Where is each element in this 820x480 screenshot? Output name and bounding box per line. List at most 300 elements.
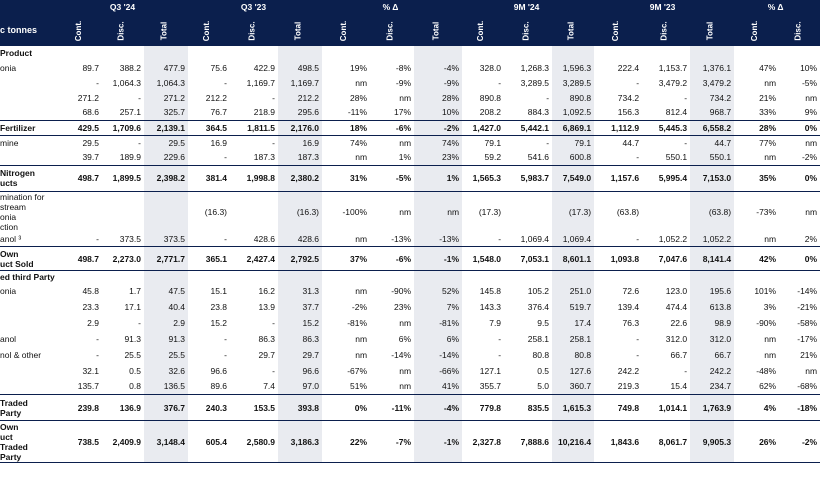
table-cell: 5,445.3 <box>642 120 690 135</box>
table-cell: 21% <box>800 349 818 360</box>
table-cell <box>734 46 779 60</box>
table-cell: 364.5 <box>188 120 230 135</box>
table-row <box>0 60 820 75</box>
table-cell: 47.5 <box>144 283 188 299</box>
table-cell: -14% <box>391 349 412 360</box>
table-cell: 1,064.3 <box>112 77 141 88</box>
table-cell: nm <box>805 92 818 103</box>
table-cell: 16.9 <box>210 137 228 148</box>
table-cell: - <box>636 333 640 344</box>
row-label: anol <box>0 333 17 344</box>
table-cell: 105.2 <box>527 285 550 296</box>
table-cell: - <box>138 317 141 328</box>
table-cell: 15.2 <box>210 317 228 328</box>
table-cell: - <box>272 92 276 103</box>
table-cell: 5,995.4 <box>642 165 690 191</box>
table-cell: 1,615.3 <box>552 395 594 421</box>
table-cell: 86.3 <box>278 331 322 347</box>
table-cell: - <box>224 77 228 88</box>
table-cell: 2.9 <box>87 317 99 328</box>
subtotal-row <box>0 120 820 135</box>
table-cell: 1,376.1 <box>690 60 734 75</box>
table-cell: - <box>498 77 502 88</box>
table-cell: 23.3 <box>82 301 99 312</box>
table-cell: 428.6 <box>278 232 322 247</box>
table-cell: 734.2 <box>617 92 640 103</box>
table-cell: 37.7 <box>278 299 322 315</box>
table-cell: 25.5 <box>144 347 188 363</box>
section-row <box>0 271 820 283</box>
table-cell: nm <box>764 77 777 88</box>
table-cell <box>322 271 370 283</box>
table-cell: 242.2 <box>690 363 734 379</box>
table-cell: 4% <box>734 395 779 421</box>
table-cell: 5,442.1 <box>504 120 552 135</box>
table-cell: 1.7 <box>129 285 141 296</box>
table-cell <box>594 46 642 60</box>
table-row <box>0 347 820 363</box>
table-cell: 42% <box>734 247 779 271</box>
table-cell: 5.0 <box>537 381 550 392</box>
table-cell: 218.9 <box>253 107 276 118</box>
table-cell <box>322 46 370 60</box>
table-cell: 360.7 <box>552 379 594 395</box>
table-cell: 15.4 <box>670 381 688 392</box>
table-cell: 355.7 <box>479 381 502 392</box>
table-cell: 23% <box>414 150 462 165</box>
table-cell: 2,409.9 <box>102 421 144 463</box>
table-cell: 6,869.1 <box>552 120 594 135</box>
table-cell <box>414 271 462 283</box>
table-cell: -4% <box>414 395 462 421</box>
table-cell: 187.3 <box>278 150 322 165</box>
table-cell: 79.1 <box>484 137 502 148</box>
table-cell: nm <box>355 233 368 244</box>
subtotal-row <box>0 165 820 191</box>
table-row <box>0 75 820 90</box>
table-cell <box>779 46 820 60</box>
table-cell: (16.3) <box>204 206 228 217</box>
table-cell: -9% <box>414 75 462 90</box>
period-header: 9M '24 <box>462 0 594 14</box>
table-cell: nm <box>355 152 368 163</box>
table-cell: 1,427.0 <box>462 120 504 135</box>
table-cell <box>504 191 552 232</box>
table-cell: -2% <box>414 120 462 135</box>
column-header: Cont. <box>60 14 102 46</box>
table-cell <box>230 191 278 232</box>
table-cell: nm <box>414 191 462 232</box>
row-label <box>0 90 60 105</box>
table-cell: 1,565.3 <box>462 165 504 191</box>
row-label <box>0 105 60 120</box>
table-cell: 23% <box>394 301 412 312</box>
table-cell: 187.3 <box>253 152 276 163</box>
column-header: Total <box>278 14 322 46</box>
table-cell: 2,176.0 <box>278 120 322 135</box>
table-cell: 208.2 <box>479 107 502 118</box>
table-cell <box>60 46 102 60</box>
table-cell: 189.9 <box>119 152 141 163</box>
table-cell: nm <box>399 365 412 376</box>
table-cell: -21% <box>797 301 818 312</box>
table-cell: nm <box>764 349 777 360</box>
table-cell: -9% <box>395 77 412 88</box>
table-cell <box>690 46 734 60</box>
subtotal-row <box>0 395 820 421</box>
table-cell: 6,558.2 <box>690 120 734 135</box>
table-cell: 550.1 <box>665 152 688 163</box>
table-cell: -11% <box>347 107 368 118</box>
table-cell: 605.4 <box>188 421 230 463</box>
table-cell: 1,064.3 <box>144 75 188 90</box>
table-cell: 749.8 <box>594 395 642 421</box>
table-cell: 89.6 <box>210 381 228 392</box>
period-header: 9M '23 <box>594 0 734 14</box>
table-cell: 1,157.6 <box>594 165 642 191</box>
table-cell: 9,905.3 <box>690 421 734 463</box>
table-cell: 139.4 <box>617 301 640 312</box>
table-cell: 2,327.8 <box>462 421 504 463</box>
table-cell: (63.8) <box>690 191 734 232</box>
table-row <box>0 105 820 120</box>
table-cell: 1,112.9 <box>594 120 642 135</box>
table-cell: 968.7 <box>690 105 734 120</box>
row-label: mine <box>0 137 19 148</box>
table-cell: -68% <box>797 381 818 392</box>
table-cell: 21% <box>759 92 777 103</box>
table-cell: 7.9 <box>489 317 502 328</box>
table-cell <box>414 46 462 60</box>
column-header: Disc. <box>504 14 552 46</box>
table-cell: 373.5 <box>144 232 188 247</box>
table-row <box>0 283 820 299</box>
table-cell: 1,709.6 <box>102 120 144 135</box>
table-cell: - <box>272 365 276 376</box>
table-cell: 1,093.8 <box>594 247 642 271</box>
table-cell: 80.8 <box>552 347 594 363</box>
table-cell <box>278 46 322 60</box>
table-cell: 5,983.7 <box>504 165 552 191</box>
table-cell: -7% <box>370 421 414 463</box>
row-label: Own uct Traded Party <box>0 421 60 463</box>
table-cell: 32.1 <box>82 365 99 376</box>
table-cell: 13.9 <box>258 301 276 312</box>
table-row <box>0 363 820 379</box>
table-cell: 271.2 <box>77 92 99 103</box>
table-cell: -8% <box>395 62 412 73</box>
table-cell: 477.9 <box>144 60 188 75</box>
table-cell: nm <box>764 152 777 163</box>
table-cell: 3,148.4 <box>144 421 188 463</box>
table-cell <box>734 271 779 283</box>
table-cell: 0.5 <box>537 365 550 376</box>
table-cell <box>102 46 144 60</box>
table-cell: nm <box>399 317 412 328</box>
table-cell: 381.4 <box>188 165 230 191</box>
table-cell: -67% <box>347 365 368 376</box>
column-header: Disc. <box>370 14 414 46</box>
table-cell: 68.6 <box>82 107 99 118</box>
column-header: Disc. <box>102 14 144 46</box>
table-cell: nm <box>399 206 412 217</box>
row-label: nol & other <box>0 349 42 360</box>
table-cell: 44.7 <box>690 135 734 150</box>
table-cell: 96.6 <box>210 365 228 376</box>
table-cell: -5% <box>801 77 818 88</box>
column-header: Total <box>414 14 462 46</box>
row-label <box>0 75 60 90</box>
table-cell: 0% <box>779 120 820 135</box>
table-cell: 17.1 <box>124 301 141 312</box>
row-label: Own uct Sold <box>0 247 60 271</box>
table-cell: 2,771.7 <box>144 247 188 271</box>
table-cell: 0% <box>322 395 370 421</box>
table-cell: 8,061.7 <box>642 421 690 463</box>
table-cell: 365.1 <box>188 247 230 271</box>
table-cell: 422.9 <box>253 62 276 73</box>
table-cell: 1,843.6 <box>594 421 642 463</box>
table-cell: 2,380.2 <box>278 165 322 191</box>
table-cell: nm <box>805 206 818 217</box>
table-cell: 376.7 <box>144 395 188 421</box>
table-cell: 1,548.0 <box>462 247 504 271</box>
table-cell: 835.5 <box>504 395 552 421</box>
table-cell <box>230 271 278 283</box>
table-cell: 79.1 <box>552 135 594 150</box>
table-cell: 0% <box>779 165 820 191</box>
table-cell: - <box>96 333 99 344</box>
table-cell: - <box>636 152 640 163</box>
table-cell: 550.1 <box>690 150 734 165</box>
table-cell: 884.3 <box>527 107 550 118</box>
table-cell <box>102 191 144 232</box>
table-cell: 271.2 <box>144 90 188 105</box>
table-cell: 89.7 <box>82 62 99 73</box>
table-cell: 91.3 <box>124 333 141 344</box>
table-cell: 31.3 <box>278 283 322 299</box>
table-cell: 212.2 <box>205 92 228 103</box>
table-cell: 9% <box>804 107 818 118</box>
table-cell: 890.8 <box>552 90 594 105</box>
table-cell: 16.2 <box>258 285 276 296</box>
table-cell <box>278 271 322 283</box>
table-row <box>0 150 820 165</box>
table-cell: 74% <box>414 135 462 150</box>
table-cell: 29.7 <box>278 347 322 363</box>
table-cell: 7,549.0 <box>552 165 594 191</box>
table-cell: -17% <box>797 333 818 344</box>
table-cell: 388.2 <box>119 62 141 73</box>
table-cell: 45.8 <box>82 285 99 296</box>
table-cell: 1,998.8 <box>230 165 278 191</box>
table-cell: - <box>546 137 550 148</box>
table-cell: 295.6 <box>278 105 322 120</box>
period-header: % Δ <box>322 0 462 14</box>
table-cell: 2,398.2 <box>144 165 188 191</box>
table-cell: 1% <box>414 165 462 191</box>
table-cell: - <box>272 137 276 148</box>
row-label <box>0 315 60 331</box>
table-cell: - <box>96 77 99 88</box>
table-cell: 32.6 <box>144 363 188 379</box>
table-cell: -48% <box>756 365 777 376</box>
table-cell <box>462 271 504 283</box>
table-cell <box>188 46 230 60</box>
row-label: Product <box>0 48 33 58</box>
table-cell: 328.0 <box>479 62 502 73</box>
table-row <box>0 232 820 247</box>
table-cell: nm <box>399 92 412 103</box>
table-cell: - <box>224 233 228 244</box>
table-cell: -11% <box>370 395 414 421</box>
table-cell: - <box>498 333 502 344</box>
table-cell: 1,069.4 <box>520 233 550 244</box>
table-cell: 35% <box>734 165 779 191</box>
table-cell: 143.3 <box>479 301 502 312</box>
table-cell <box>144 46 188 60</box>
table-cell: 39.7 <box>82 152 99 163</box>
table-cell: 812.4 <box>665 107 688 118</box>
period-header: % Δ <box>734 0 820 14</box>
table-cell: - <box>224 152 228 163</box>
table-cell: - <box>96 349 99 360</box>
table-cell: 7% <box>414 299 462 315</box>
column-header: Cont. <box>188 14 230 46</box>
table-cell: 1,092.5 <box>552 105 594 120</box>
unit-label: c tonnes <box>0 14 60 46</box>
table-cell: -14% <box>797 285 818 296</box>
table-cell: 15.2 <box>278 315 322 331</box>
table-cell: nm <box>355 285 368 296</box>
subtotal-row <box>0 247 820 271</box>
table-cell: - <box>498 349 502 360</box>
section-row <box>0 46 820 60</box>
table-cell: -90% <box>756 317 777 328</box>
table-cell: 2.9 <box>144 315 188 331</box>
table-cell: 77% <box>759 137 777 148</box>
table-cell: 22% <box>322 421 370 463</box>
row-label: anol ³ <box>0 233 22 244</box>
table-cell: - <box>272 317 276 328</box>
table-cell: 153.5 <box>230 395 278 421</box>
table-cell: 40.4 <box>144 299 188 315</box>
table-cell: 257.1 <box>119 107 141 118</box>
table-cell: 312.0 <box>665 333 688 344</box>
row-label <box>0 299 60 315</box>
table-cell: nm <box>355 77 368 88</box>
table-cell: 23.8 <box>210 301 228 312</box>
table-cell: nm <box>805 137 818 148</box>
table-cell <box>642 191 690 232</box>
table-cell: 541.6 <box>527 152 550 163</box>
table-cell: 1,811.5 <box>230 120 278 135</box>
table-cell: - <box>546 92 550 103</box>
table-cell: 41% <box>414 379 462 395</box>
table-cell: 1,153.7 <box>658 62 688 73</box>
table-cell: 22.6 <box>670 317 688 328</box>
table-cell: - <box>138 92 141 103</box>
table-cell: 242.2 <box>617 365 640 376</box>
table-cell: 7,153.0 <box>690 165 734 191</box>
table-cell: -100% <box>342 206 368 217</box>
table-cell: - <box>224 333 228 344</box>
column-header: Disc. <box>642 14 690 46</box>
table-cell: 76.7 <box>210 107 228 118</box>
table-cell: 519.7 <box>552 299 594 315</box>
table-cell: 7,053.1 <box>504 247 552 271</box>
table-cell: 26% <box>734 421 779 463</box>
table-cell: 498.7 <box>60 247 102 271</box>
table-cell: 3,479.2 <box>658 77 688 88</box>
table-cell <box>779 271 820 283</box>
table-cell: -13% <box>391 233 412 244</box>
table-row <box>0 315 820 331</box>
table-cell: 258.1 <box>527 333 550 344</box>
row-label: mination for stream onia ction <box>0 191 45 232</box>
table-cell: -2% <box>801 152 818 163</box>
table-cell: 1% <box>398 152 412 163</box>
table-cell: - <box>636 77 640 88</box>
table-cell: 98.9 <box>690 315 734 331</box>
table-cell: 229.6 <box>144 150 188 165</box>
table-cell: - <box>684 92 688 103</box>
corner-cell <box>0 0 60 14</box>
table-cell: 80.8 <box>532 349 550 360</box>
column-header: Cont. <box>734 14 779 46</box>
table-cell: 222.4 <box>617 62 640 73</box>
table-cell <box>60 271 102 283</box>
table-cell: 76.3 <box>622 317 640 328</box>
table-cell <box>370 271 414 283</box>
table-cell: 3,479.2 <box>690 75 734 90</box>
table-cell: 29.7 <box>258 349 276 360</box>
table-cell: (17.3) <box>552 191 594 232</box>
table-row <box>0 299 820 315</box>
column-header: Total <box>144 14 188 46</box>
table-cell: 8,601.1 <box>552 247 594 271</box>
table-cell: 91.3 <box>144 331 188 347</box>
table-cell: 734.2 <box>690 90 734 105</box>
table-cell: 1,052.2 <box>658 233 688 244</box>
table-cell: 0.8 <box>129 381 141 392</box>
table-cell <box>102 271 144 283</box>
table-cell: -81% <box>347 317 368 328</box>
table-cell: (63.8) <box>616 206 640 217</box>
table-cell <box>642 271 690 283</box>
table-cell: nm <box>399 137 412 148</box>
table-cell <box>690 271 734 283</box>
table-row <box>0 191 820 232</box>
table-cell: nm <box>764 233 777 244</box>
table-cell: 127.6 <box>552 363 594 379</box>
table-cell: - <box>636 233 640 244</box>
table-cell: 97.0 <box>278 379 322 395</box>
table-cell <box>504 46 552 60</box>
table-cell: - <box>96 233 99 244</box>
table-cell: 1,268.3 <box>520 62 550 73</box>
table-cell: (17.3) <box>478 206 502 217</box>
table-cell: 156.3 <box>617 107 640 118</box>
table-cell: 8,141.4 <box>690 247 734 271</box>
table-cell: 28% <box>350 92 368 103</box>
table-cell: 613.8 <box>690 299 734 315</box>
table-cell: 74% <box>350 137 368 148</box>
table-cell: 1,596.3 <box>552 60 594 75</box>
table-cell: 7.4 <box>263 381 276 392</box>
table-cell <box>462 46 504 60</box>
table-cell: 1,169.7 <box>278 75 322 90</box>
